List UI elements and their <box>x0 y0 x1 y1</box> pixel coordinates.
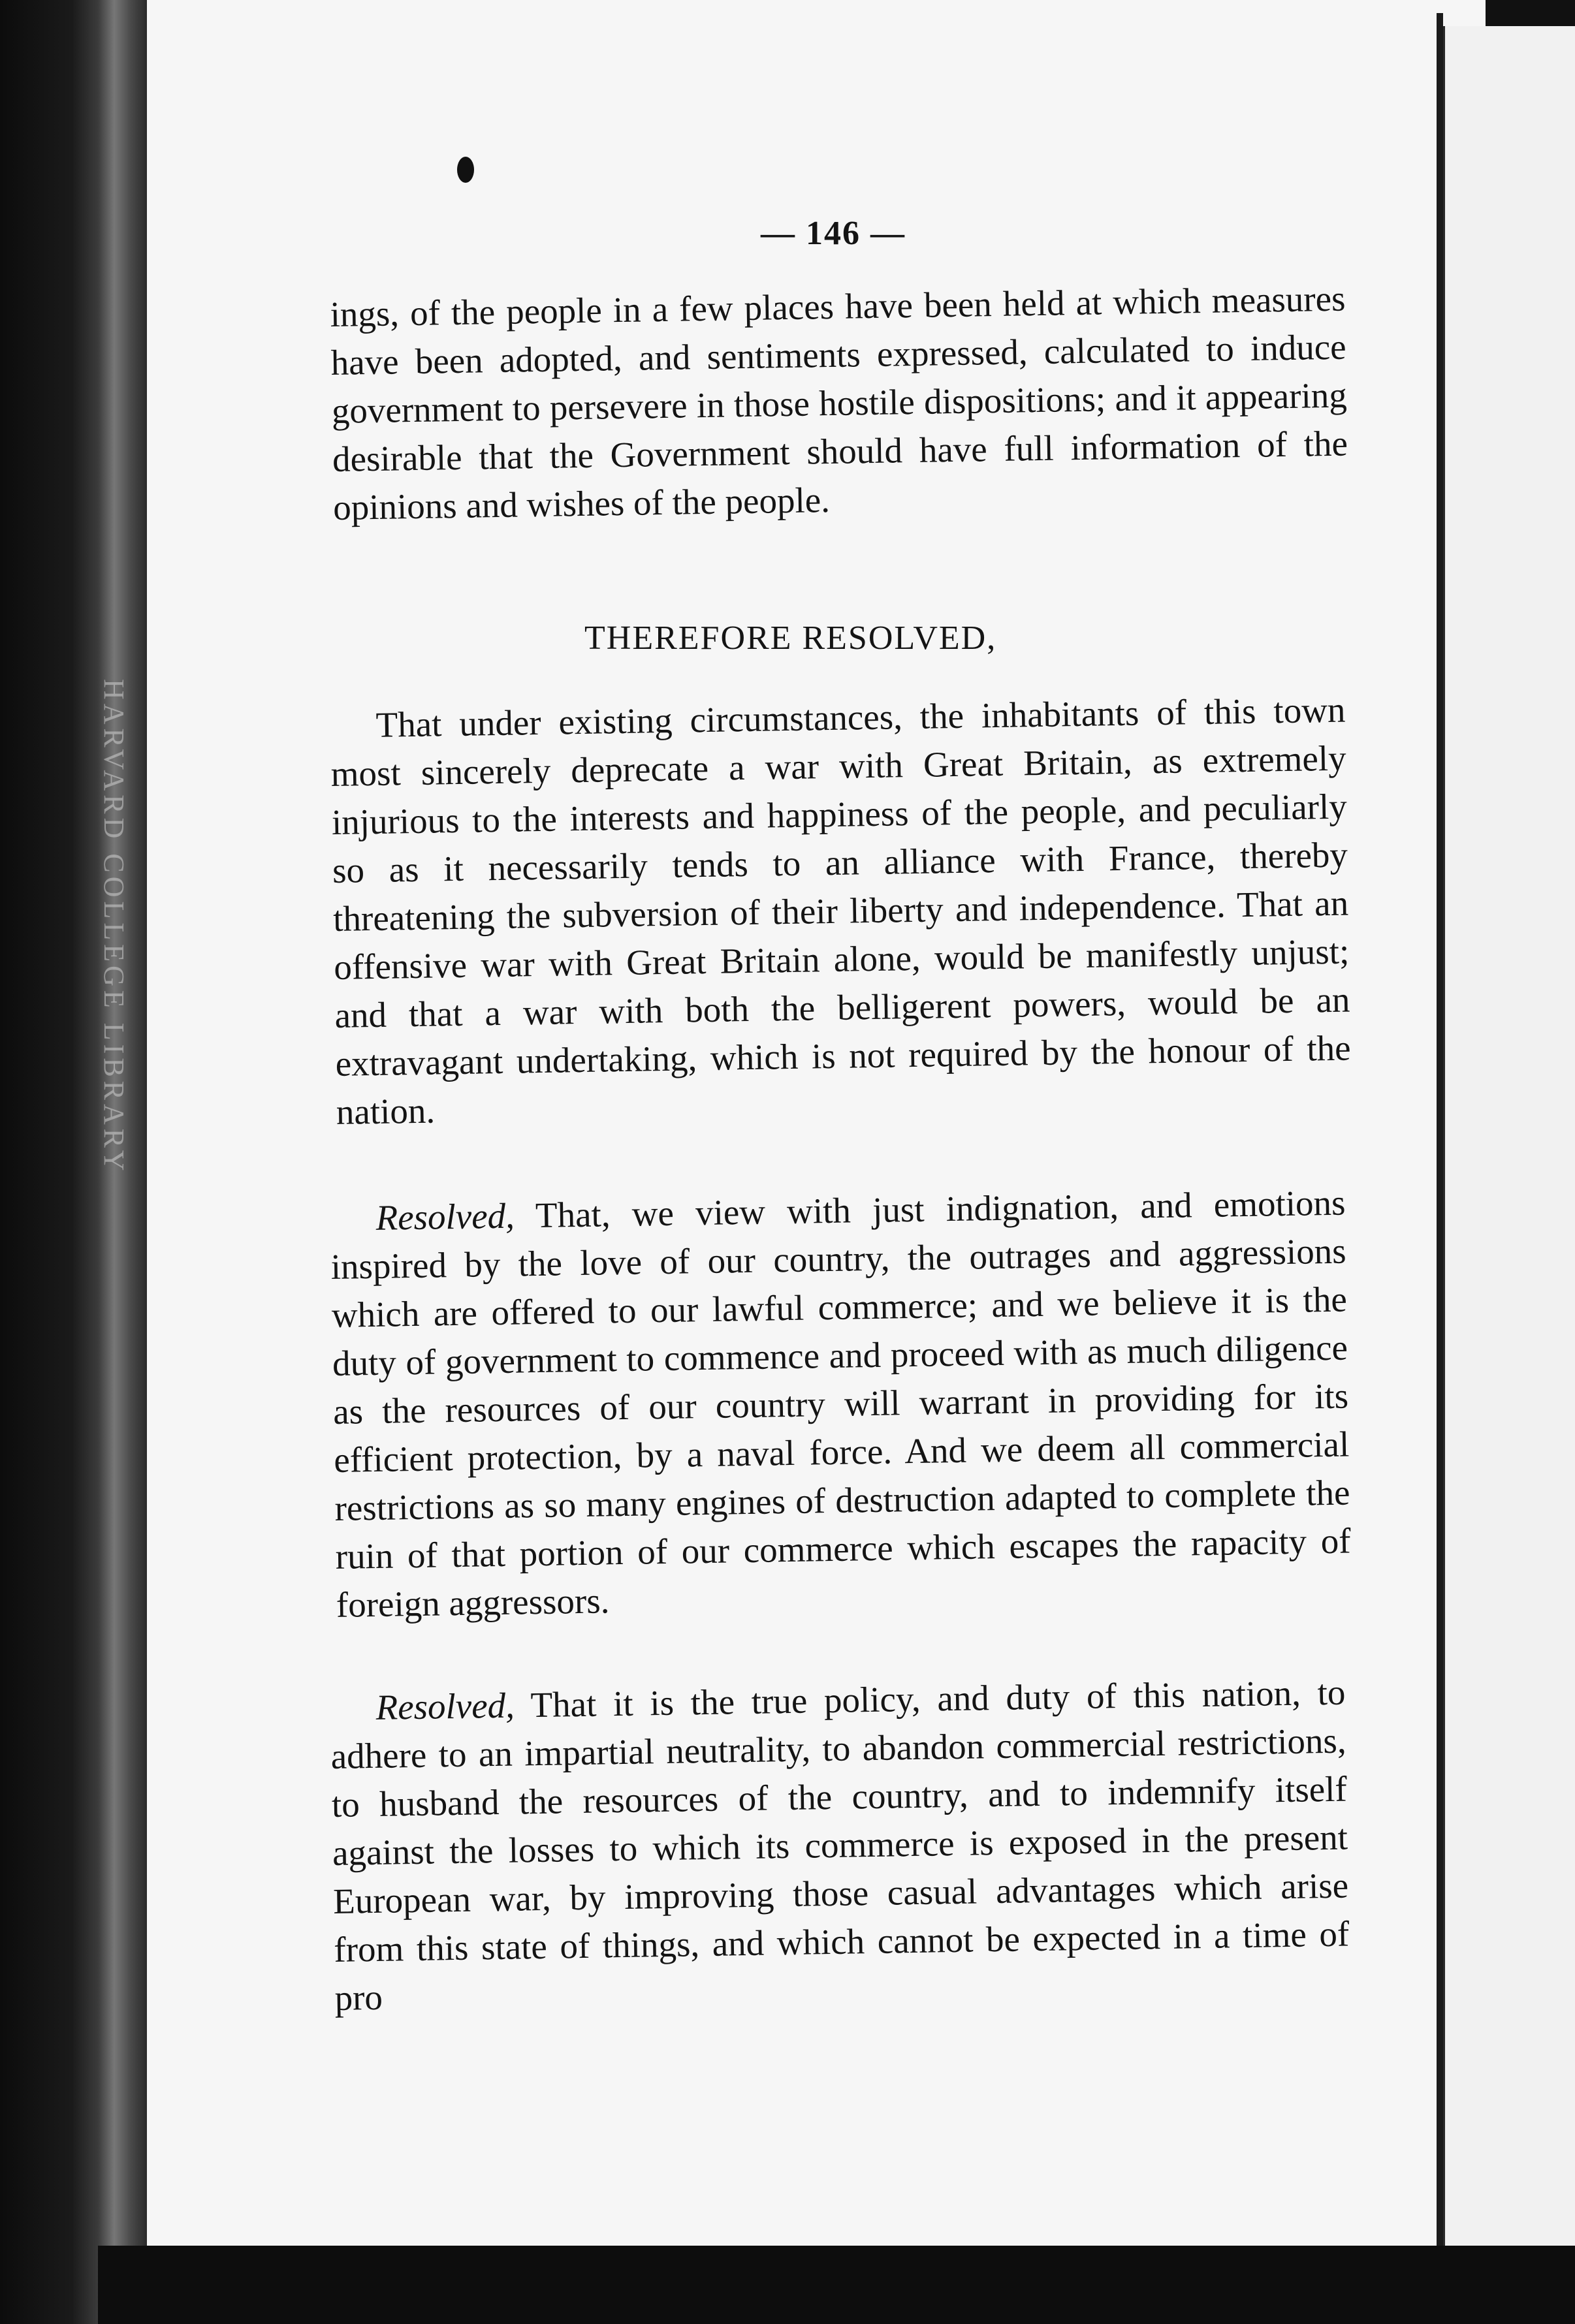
paragraph-intro-text: ings, of the people in a few places have been held at which measures have been adopted, and sentiments expressed, calculated to induce government to persevere in those hostile dispositions; and it appearing desirable that the Government should have full information of the opinions and wishes of the people. <box>330 278 1348 527</box>
book-binding <box>0 0 147 2324</box>
spine-library-stamp: HARVARD COLLEGE LIBRARY <box>98 679 130 1175</box>
section-heading: THEREFORE RESOLVED, <box>584 620 997 657</box>
paragraph-resolution-3 <box>330 1669 1350 2022</box>
scan-border <box>98 2246 1575 2324</box>
resolution-2-text: That, we view with just indignation, and emotions inspired by the love of our country, the outrages and aggressions which are offered to our lawful commerce; and we believe it is the duty of government to commence and proceed with as much diligence as the resources of our country will warrant in providing for its efficient protection, by a naval force. And we deem all commercial restrictions as so many engines of destruction adapted to complete the ruin of that portion of our commerce which escapes the rapacity of foreign aggressors. <box>330 1182 1351 1625</box>
resolved-lead: Resolved, <box>375 1195 515 1238</box>
resolution-3-text: That it is the true policy, and duty of this nation, to adhere to an impartial neutrality, to abandon commercial restrictions, to husband the resources of the country, and to indemnify itself against the losses to which its commerce is exposed in the present European war, by improving those casual advantages which arise from this state of things, and which cannot be expected in a time of pro <box>330 1672 1350 2018</box>
paragraph-resolution-2-body <box>330 1179 1352 1629</box>
page-number: — 146 — <box>761 215 906 252</box>
ink-blot <box>457 157 474 183</box>
paragraph-intro <box>330 275 1349 532</box>
resolved-lead: Resolved, <box>375 1685 515 1727</box>
page-edge-shadow <box>1437 13 1443 2246</box>
paragraph-resolution-1 <box>330 686 1352 1137</box>
paragraph-resolution-1-text: That under existing circumstances, the inhabitants of this town most sincerely deprecate a war with Great Britain, as extremely injurious to the interests and happiness of the people, and peculiarly so as it necessarily tends to an alliance with France, thereby threatening the subversion of their liberty and independence. That an offensive war with Great Britain alone, would be manifestly unjust; and that a war with both the belligerent powers, would be an extravagant undertaking, which is not required by the honour of the nation. <box>330 689 1351 1132</box>
paragraph-resolution-3-body <box>330 1669 1350 2022</box>
adjacent-page <box>1443 26 1575 2246</box>
paragraph-resolution-2 <box>330 1179 1352 1629</box>
